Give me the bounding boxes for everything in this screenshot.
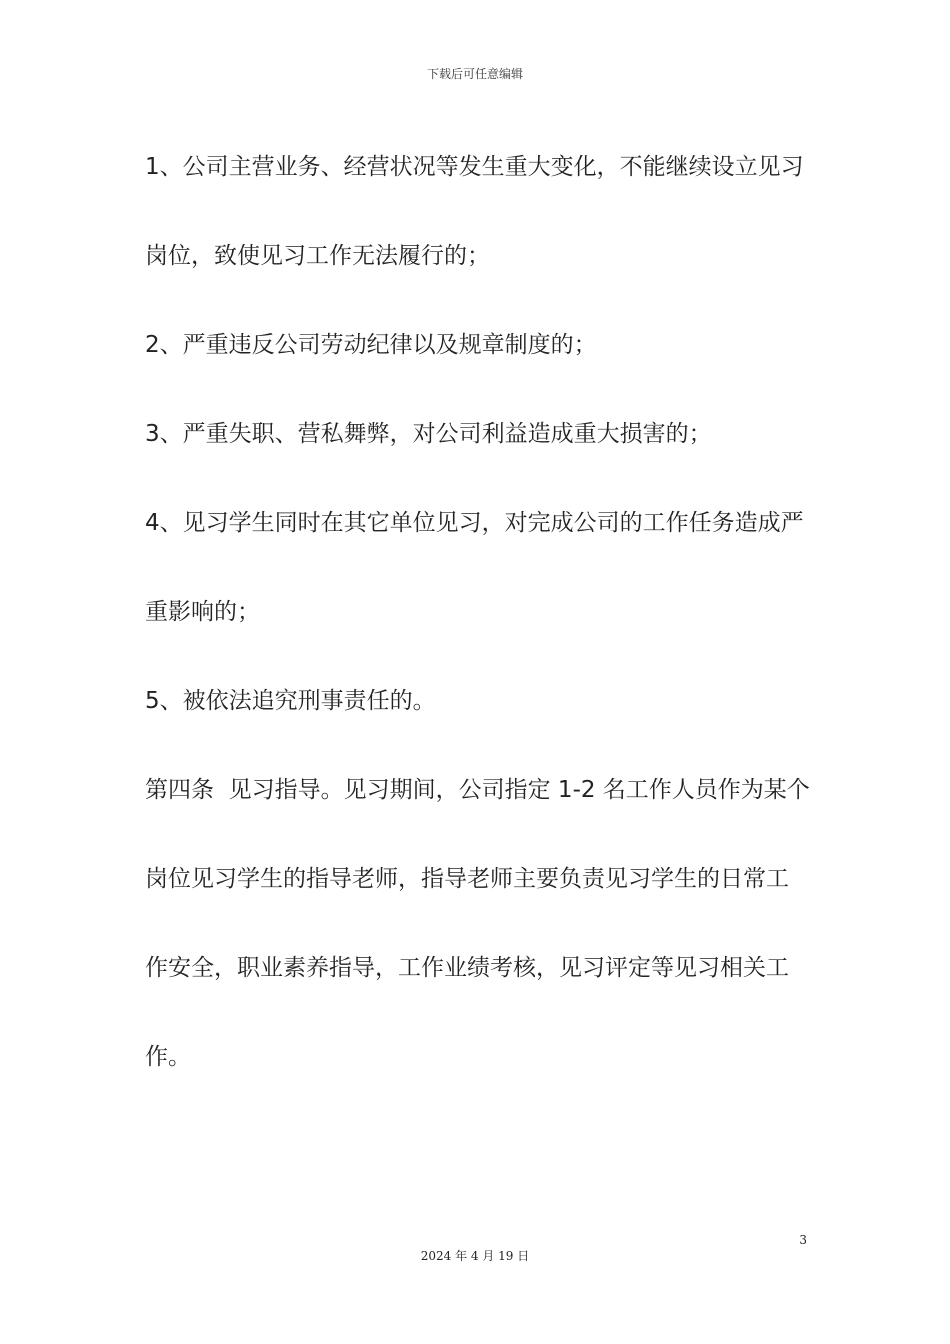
body-line-1: 1、公司主营业务、经营状况等发生重大变化，不能继续设立见习 [145, 154, 804, 180]
page-number: 3 [799, 1233, 807, 1247]
body-line-10: 作安全，职业素养指导，工作业绩考核，见习评定等见习相关工 [145, 955, 789, 981]
page-footer [0, 1247, 950, 1265]
body-line-7: 5、被依法追究刑事责任的。 [145, 688, 436, 714]
footer-date: 2024 年 4 月 19 日 [420, 1249, 530, 1263]
body-line-3: 2、严重违反公司劳动纪律以及规章制度的； [145, 332, 597, 358]
body-line-4: 3、严重失职、营私舞弊，对公司利益造成重大损害的； [145, 421, 712, 447]
page-header [0, 64, 950, 84]
header-text: 下载后可任意编辑 [426, 67, 523, 81]
document-body [145, 123, 825, 1102]
body-line-8: 第四条 见习指导。见习期间，公司指定 1-2 名工作人员作为某个 [145, 777, 810, 803]
body-line-11: 作。 [145, 1044, 191, 1070]
body-line-6: 重影响的； [145, 599, 260, 625]
body-line-2: 岗位，致使见习工作无法履行的； [145, 243, 490, 269]
body-line-9: 岗位见习学生的指导老师，指导老师主要负责见习学生的日常工 [145, 866, 789, 892]
body-line-5: 4、见习学生同时在其它单位见习，对完成公司的工作任务造成严 [145, 510, 804, 536]
